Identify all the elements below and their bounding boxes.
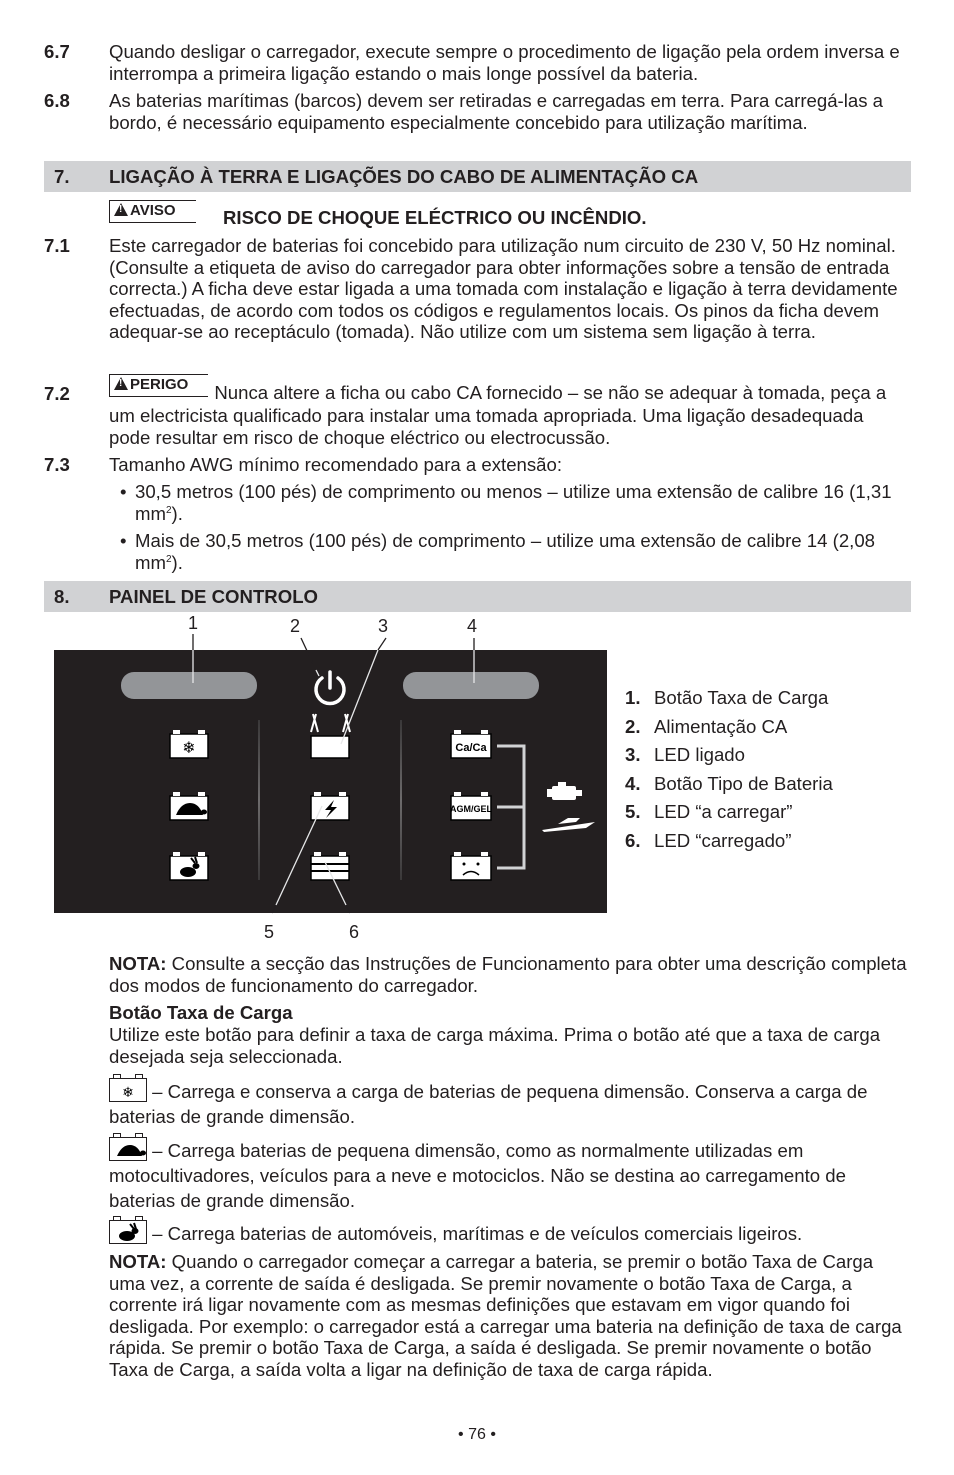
bullet-text: Mais de 30,5 metros (100 pés) de comprimento – utilize uma extensão de calibre 14 (2,08 $mm^2$). xyxy=(135,530,876,573)
perigo-label: ! PERIGO xyxy=(109,374,208,397)
section-number: 7.2 xyxy=(44,383,70,404)
bullet: • xyxy=(120,481,127,502)
note-paragraph: NOTA: Quando o carregador começar a carregar a bateria, se premir o botão Taxa de Carga uma vez, a corrente de saída é desligada. Se premir novamente o botão Taxa de Carga, a corrente irá ligar novamente com as mesmas definições que estavam em vigor quando foi desligada. Por exemplo: o carregador está a carregar uma bateria na definição de taxa de carga rápida. Se premir o botão Taxa de Carga, a saída é desligada. Se premir novamente o botão Taxa de Carga, a saída volta a ligar na definição de taxa de carga rápida. xyxy=(109,1251,902,1380)
legend-item: 2. Alimentação CA xyxy=(625,715,788,737)
panel-legend xyxy=(625,687,833,858)
callout-2: 2 xyxy=(290,616,301,636)
warning-text: RISCO DE CHOQUE ELÉCTRICO OU INCÊNDIO. xyxy=(223,207,647,228)
legend-item: 1. Botão Taxa de Carga xyxy=(625,687,829,708)
heading-title: LIGAÇÃO À TERRA E LIGAÇÕES DO CABO DE ALIMENTAÇÃO CA xyxy=(109,166,699,187)
callout-5: 5 xyxy=(264,922,275,942)
subheading-charge-rate: Botão Taxa de Carga xyxy=(109,1002,293,1023)
section-number: 7.3 xyxy=(44,454,70,475)
heading-number: 8. xyxy=(54,586,70,607)
bullet-text: 30,5 metros (100 pés) de comprimento ou menos – utilize uma extensão de calibre 16 (1,31 $mm^2$). xyxy=(135,481,892,524)
section-text: As baterias marítimas (barcos) devem ser retiradas e carregadas em terra. Para carregá-las a bordo, é necessário equipamento especialmente concebido para utilização marítima. xyxy=(109,90,884,133)
mode-2-paragraph: – Carrega baterias de pequena dimensão, como as normalmente utilizadas em motocultivadores, veículos para a neve e motociclos. Não se destina ao carregamento de baterias de grande dimensão. xyxy=(109,1137,909,1213)
legend-item: 5. LED “a carregar” xyxy=(625,801,793,822)
maintain-mode-icon xyxy=(109,1078,147,1102)
slow-mode-turtle-icon xyxy=(109,1137,147,1161)
callout-6: 6 xyxy=(349,922,360,942)
mode-3-paragraph: – Carrega baterias de automóveis, marítimas e de veículos comerciais ligeiros. xyxy=(109,1220,909,1246)
heading-number: 7. xyxy=(54,166,70,187)
section-text: Quando desligar o carregador, execute sempre o procedimento de ligação pela ordem inversa e interrompa a primeira ligação estando o mais longe possível da bateria. xyxy=(109,41,900,84)
page-number: • 76 • xyxy=(458,1426,496,1443)
perigo-text: Nunca altere a ficha ou cabo CA fornecido – se não se adequar à tomada, peça a um electricista qualificado para instalar uma tomada apropriada. Uma ligação desadequada pode resultar em risco de choque eléctrico ou electrocussão. xyxy=(109,382,887,448)
bullet: • xyxy=(120,530,127,551)
section-number: 6.7 xyxy=(44,41,70,62)
section-text: Este carregador de baterias foi concebido para utilização num circuito de 230 V, 50 Hz nominal. (Consulte a etiqueta de aviso do carregador para obter informações sobre a tensão de entrada correcta.) A ficha deve estar ligada a uma tomada com instalação e ligação à terra devidamente efectuadas, de acordo com todos os códigos e regulamentos locais. Os pinos da ficha devem adequar-se ao receptáculo (tomada). Não utilize com um sistema sem ligação à terra. xyxy=(109,235,898,342)
aviso-label: !AVISO xyxy=(109,200,196,223)
agm-gel-label: AGM/GEL xyxy=(450,804,492,814)
fast-mode-rabbit-icon xyxy=(109,1220,147,1244)
svg-text:❄: ❄ xyxy=(122,1085,134,1101)
mode-1-paragraph: ❄ – Carrega e conserva a carga de baterias de pequena dimensão. Conserva a carga de baterias de grande dimensão. xyxy=(109,1078,909,1129)
section-number: 7.1 xyxy=(44,235,70,256)
legend-item: 6. LED “carregado” xyxy=(625,829,792,851)
section-text: Tamanho AWG mínimo recomendado para a extensão: xyxy=(109,454,563,475)
legend-item: 3. LED ligado xyxy=(625,744,745,765)
ca-ca-label: Ca/Ca xyxy=(455,742,487,754)
callout-4: 4 xyxy=(467,616,478,636)
legend-item: 4. Botão Tipo de Bateria xyxy=(625,772,833,794)
note-paragraph: NOTA: Consulte a secção das Instruções de Funcionamento para obter uma descrição completa dos modos de funcionamento do carregador. xyxy=(109,953,907,996)
svg-text:❄: ❄ xyxy=(182,738,196,757)
section-number: 6.8 xyxy=(44,90,70,111)
callout-1: 1 xyxy=(188,613,199,633)
heading-title: PAINEL DE CONTROLO xyxy=(109,586,319,607)
callout-3: 3 xyxy=(378,616,389,636)
charge-rate-intro: Utilize este botão para definir a taxa de carga máxima. Prima o botão até que a taxa de carga desejada seja seleccionada. xyxy=(109,1024,881,1067)
